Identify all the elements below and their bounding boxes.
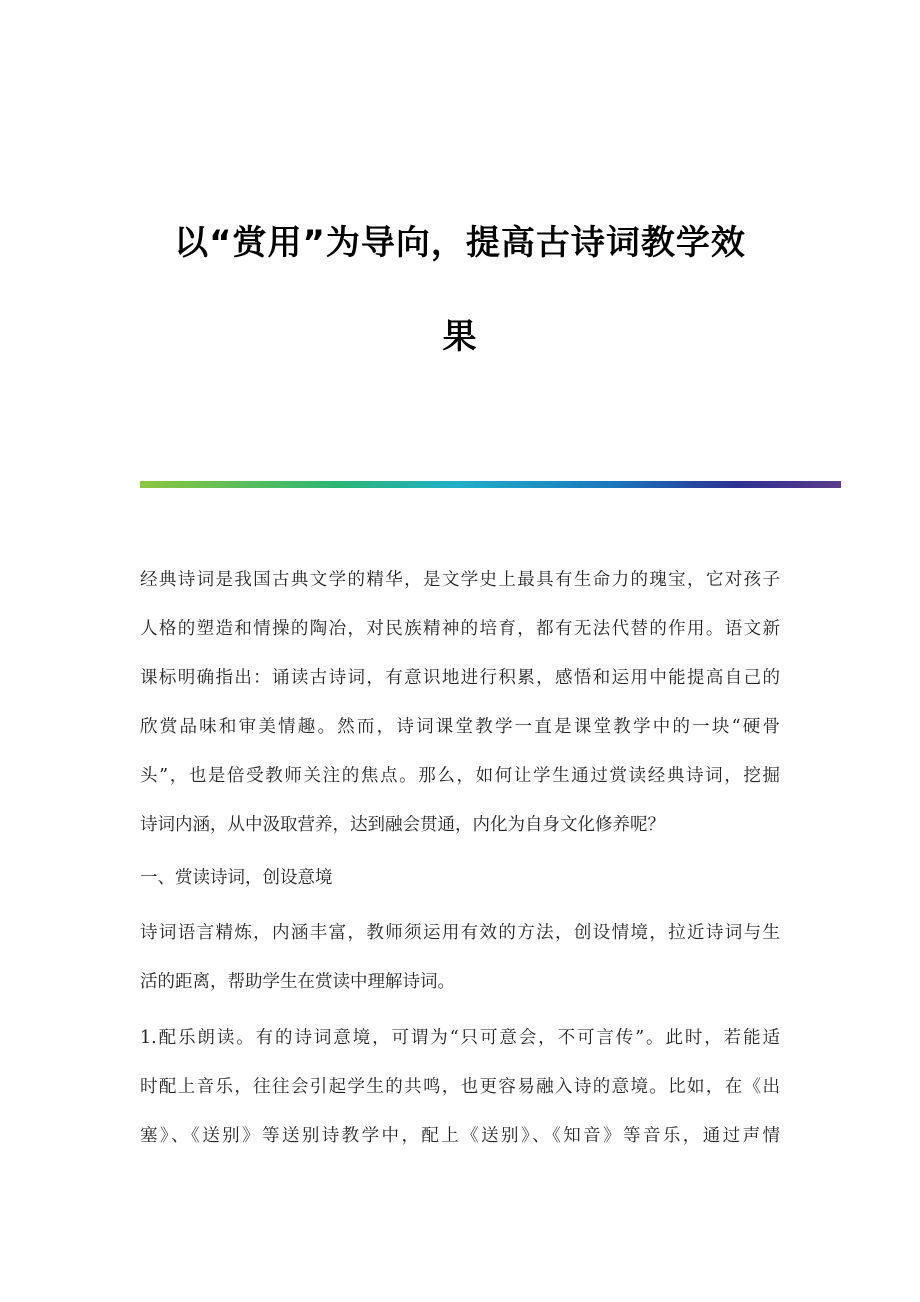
- paragraph-line: 塞》、《送别》等送别诗教学中，配上《送别》、《知音》等音乐，通过声情: [140, 1126, 780, 1146]
- paragraph-line: 时配上音乐，往往会引起学生的共鸣，也更容易融入诗的意境。比如，在《出: [140, 1077, 780, 1097]
- gradient-divider: [140, 481, 841, 488]
- paragraph-line: 经典诗词是我国古典文学的精华，是文学史上最具有生命力的瑰宝，它对孩子: [140, 570, 780, 590]
- document-title-line-1: 以“赏用”为导向，提高古诗词教学效: [174, 223, 746, 263]
- paragraph-line: 欣赏品味和审美情趣。然而，诗词课堂教学一直是课堂教学中的一块“硬骨: [140, 717, 780, 737]
- paragraph-line: 课标明确指出：诵读古诗词，有意识地进行积累，感悟和运用中能提高自己的: [140, 668, 780, 688]
- paragraph-line: 1.配乐朗读。有的诗词意境，可谓为“只可意会，不可言传”。此时，若能适: [140, 1028, 780, 1048]
- paragraph-line: 诗词内涵，从中汲取营养，达到融会贯通，内化为自身文化修养呢？: [140, 815, 665, 835]
- paragraph-line: 诗词语言精炼，内涵丰富，教师须运用有效的方法，创设情境，拉近诗词与生: [140, 923, 780, 943]
- paragraph-line: 活的距离，帮助学生在赏读中理解诗词。: [140, 972, 455, 992]
- section-heading: 一、赏读诗词，创设意境: [140, 868, 333, 888]
- document-title-line-2: 果: [442, 317, 478, 357]
- paragraph-line: 头”，也是倍受教师关注的焦点。那么，如何让学生通过赏读经典诗词，挖掘: [140, 766, 780, 786]
- paragraph-line: 人格的塑造和情操的陶冶，对民族精神的培育，都有无法代替的作用。语文新: [140, 619, 780, 639]
